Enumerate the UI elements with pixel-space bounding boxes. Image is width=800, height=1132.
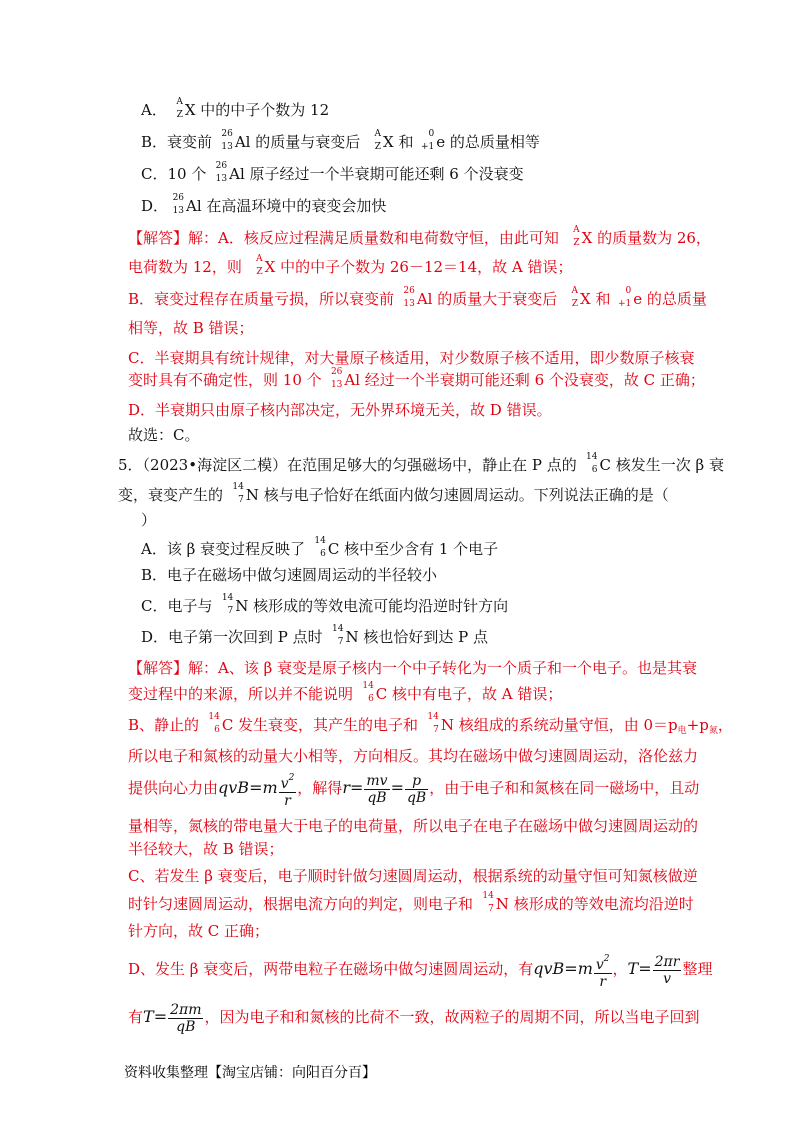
answer5-c3: 针方向，故 C 正确； xyxy=(128,922,270,940)
formula-p-over-qb: $\frac{p}{qB}$ xyxy=(406,772,427,806)
formula-t: T= xyxy=(627,959,652,978)
q5-option-c: C．电子与 14 7 N 核形成的等效电流可能均沿逆时针方向 xyxy=(141,593,509,616)
answer5-c2: 时针匀速圆周运动，根据电流方向的判定，则电子和 14 7 N 核形成的等效电流均沿逆时 xyxy=(128,891,694,914)
isotope-x: A Z xyxy=(176,97,183,120)
option-b: B．衰变前 26 13 Al 的质量与衰变后 A Z X 和 0 +1 e 的总质量相等 xyxy=(141,129,540,152)
answer5-a1: 【解答】解：A、该 β 衰变是原子核内一个中子转化为一个质子和一个电子。也是其衰 xyxy=(128,659,698,677)
answer5-b4: 量相等，氮核的带电量大于电子的电荷量，所以电子在电子在磁场中做匀速圆周运动的 xyxy=(128,817,699,835)
answer4-line5: C．半衰期具有统计规律，对大量原子核适用，对少数原子核不适用，即少数原子核衰 xyxy=(128,349,695,367)
option-c: C．10 个 26 13 Al 原子经过一个半衰期可能还剩 6 个没衰变 xyxy=(141,161,524,184)
formula-v2-over-r: $\frac{v^2}{r}$ xyxy=(279,770,297,809)
footer-source: 资料收集整理【淘宝店铺：向阳百分百】 xyxy=(124,1064,376,1080)
q5-option-a: A．该 β 衰变过程反映了 14 6 C 核中至少含有 1 个电子 xyxy=(141,536,499,559)
answer5-d1: D、发生 β 衰变后，两带电粒子在磁场中做匀速圆周运动，有qvB=m $\frac{v^2}{r}$ ，T= $\frac{2\pi r}{v}$ 整理 xyxy=(128,948,712,990)
answer4-line1: 【解答】解：A．核反应过程满足质量数和电荷数守恒，由此可知 A Z X 的质量数为 26， xyxy=(128,225,711,248)
answer5-b2: 所以电子和氮核的动量大小相等，方向相反。其均在磁场中做匀速圆周运动，洛伦兹力 xyxy=(128,747,699,765)
option-a: A． A Z X 中的中子个数为 12 xyxy=(141,97,330,120)
option-d: D． 26 13 Al 在高温环境中的衰变会加快 xyxy=(141,193,387,216)
formula-v2-over-r-2: $\frac{v^2}{r}$ xyxy=(594,951,612,990)
formula-r: r= xyxy=(342,778,364,797)
q5-line3: ） xyxy=(141,511,157,529)
formula-qvb: qvB=m xyxy=(218,778,278,797)
answer5-d2: 有T= $\frac{2\pi m}{qB}$ ，因为电子和和氮核的比荷不一致，故两粒子的周期不同，所以当电子回到 xyxy=(128,1001,700,1035)
answer4-choice: 故选：C。 xyxy=(128,426,200,444)
answer4-line4: 相等，故 B 错误； xyxy=(128,319,254,337)
answer4-line7: D．半衰期只由原子核内部决定，无外界环境无关，故 D 错误。 xyxy=(128,401,552,419)
q5-option-b: B．电子在磁场中做匀速圆周运动的半径较小 xyxy=(141,566,438,584)
formula-2pim-over-qb: $\frac{2\pi m}{qB}$ xyxy=(170,1001,202,1035)
q5-option-d: D．电子第一次回到 P 点时 14 7 N 核也恰好到达 P 点 xyxy=(141,624,488,647)
answer5-a2: 变过程中的来源，所以并不能说明 14 6 C 核中有电子，故 A 错误； xyxy=(128,681,563,704)
answer4-line6: 变时具有不确定性，则 10 个 26 13 Al 经过一个半衰期可能还剩 6 个没衰变，故 C 正确； xyxy=(128,367,705,390)
q5-line2: 变，衰变产生的 14 7 N 核与电子恰好在纸面内做匀速圆周运动。下列说法正确的是（ xyxy=(118,482,669,505)
q5-line1: 5．（2023•海淀区二模）在范围足够大的匀强磁场中，静止在 P 点的 14 6 C 核发生一次 β 衰 xyxy=(118,452,724,475)
formula-mv-over-qb: $\frac{mv}{qB}$ xyxy=(366,772,388,806)
answer4-line3: B．衰变过程存在质量亏损，所以衰变前 26 13 Al 的质量大于衰变后 A Z X 和 0 +1 e 的总质量 xyxy=(128,286,707,309)
answer5-c1: C、若发生 β 衰变后，电子顺时针做匀速圆周运动，根据系统的动量守恒可知氮核做逆 xyxy=(128,867,698,885)
answer5-b5: 半径较大，故 B 错误； xyxy=(128,840,284,858)
answer5-b3: 提供向心力由qvB=m $\frac{v^2}{r}$ ，解得r= $\frac{mv}{qB}$ = $\frac{p}{qB}$ ，由于电子和和氮核在同一磁场中，且动 xyxy=(128,768,699,808)
formula-2pir-over-v: $\frac{2\pi r}{v}$ xyxy=(654,953,680,987)
answer5-b1: B、静止的 14 6 C 发生衰变，其产生的电子和 14 7 N 核组成的系统动量守恒，由 $0=p_电+p_氮$， xyxy=(128,712,733,736)
answer4-line2: 电荷数为 12，则 A Z X 中的中子个数为 26－12＝14，故 A 错误； xyxy=(128,254,573,277)
